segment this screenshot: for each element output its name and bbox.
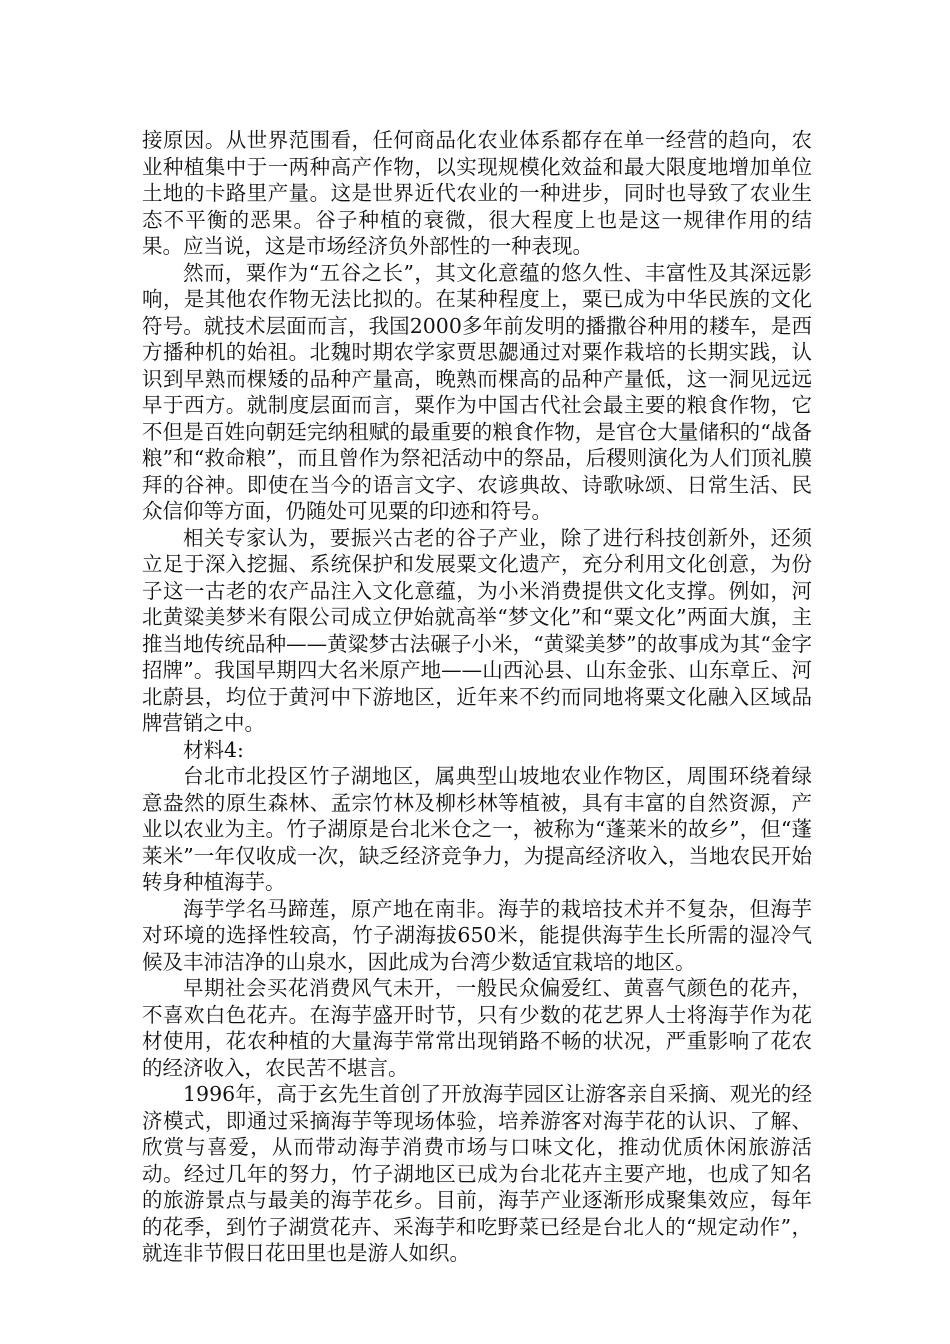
paragraph-continuation: 接原因。从世界范围看，任何商品化农业体系都存在单一经营的趋向，农业种植集中于一两种高产作物，以实现规模化效益和最大限度地增加单位土地的卡路里产量。这是世界近代农业的一种进步，同时也导致了农业生态不平衡的恶果。谷子种植的衰微，很大程度上也是这一规律作用的结果。应当说，这是市场经济负外部性的一种表现。 [142, 128, 812, 258]
paragraph-zhuzihu-intro: 台北市北投区竹子湖地区，属典型山坡地农业作物区，周围环绕着绿意盎然的原生森林、孟宗竹林及柳杉林等植被，具有丰富的自然资源，产业以农业为主。竹子湖原是台北米仓之一，被称为“蓬莱米的故乡”，但“蓬莱米”一年仅收成一次，缺乏经济竞争力，为提高经济收入，当地农民开始转身种植海芋。 [142, 764, 812, 894]
paragraph-millet-culture: 然而，粟作为“五谷之长”，其文化意蕴的悠久性、丰富性及其深远影响，是其他农作物无法比拟的。在某种程度上，粟已成为中华民族的文化符号。就技术层面而言，我国2000多年前发明的播撒谷种用的耧车，是西方播种机的始祖。北魏时期农学家贾思勰通过对粟作栽培的长期实践，认识到早熟而棵矮的品种产量高，晚熟而棵高的品种产量低，这一洞见远远早于西方。就制度层面而言，粟作为中国古代社会最主要的粮食作物，它不但是百姓向朝廷完纳租赋的最重要的粮食作物，是官仓大量储积的“战备粮”和“救命粮”，而且曾作为祭祀活动中的祭品，后稷则演化为人们顶礼膜拜的谷神。即使在当今的语言文字、农谚典故、诗歌咏颂、日常生活、民众信仰等方面，仍随处可见粟的印迹和符号。 [142, 260, 812, 523]
document-body [142, 127, 812, 1267]
paragraph-expert-opinion: 相关专家认为，要振兴古老的谷子产业，除了进行科技创新外，还须立足于深入挖掘、系统保护和发展粟文化遗产，充分利用文化创意，为份子这一古老的农产品注入文化意蕴，为小米消费提供文化支撑。例如，河北黄粱美梦米有限公司成立伊始就高举“梦文化”和“粟文化”两面大旗，主推当地传统品种——黄粱梦古法碾子小米，“黄粱美梦”的故事成为其“金字招牌”。我国早期四大名米原产地——山西沁县、山东金张、山东章丘、河北蔚县，均位于黄河中下游地区，近年来不约而同地将粟文化融入区域品牌营销之中。 [142, 525, 812, 735]
paragraph-early-consumption: 早期社会买花消费风气未开，一般民众偏爱红、黄喜气颜色的花卉，不喜欢白色花卉。在海芋盛开时节，只有少数的花艺界人士将海芋作为花材使用，花农种植的大量海芋常常出现销路不畅的状况，严重影响了花农的经济收入，农民苦不堪言。 [142, 976, 812, 1080]
material-heading: 材料4: [183, 737, 244, 762]
paragraph-tourism-model: 1996年，高于玄先生首创了开放海芋园区让游客亲自采摘、观光的经济模式，即通过采摘海芋等现场体验，培养游客对海芋花的认识、了解、欣赏与喜爱，从而带动海芋消费市场与口味文化，推动优质休闲旅游活动。经过几年的努力，竹子湖地区已成为台北花卉主要产地，也成了知名的旅游景点与最美的海芋花乡。目前，海芋产业逐渐形成聚集效应，每年的花季，到竹子湖赏花卉、采海芋和吃野菜已经是台北人的“规定动作”，就连非节假日花田里也是游人如织。 [142, 1082, 812, 1265]
paragraph-calla-lily: 海芋学名马蹄莲，原产地在南非。海芋的栽培技术并不复杂，但海芋对环境的选择性较高，竹子湖海拔650米，能提供海芋生长所需的湿冷气候及丰沛洁净的山泉水，因此成为台湾少数适宜栽培的地区。 [142, 896, 812, 974]
